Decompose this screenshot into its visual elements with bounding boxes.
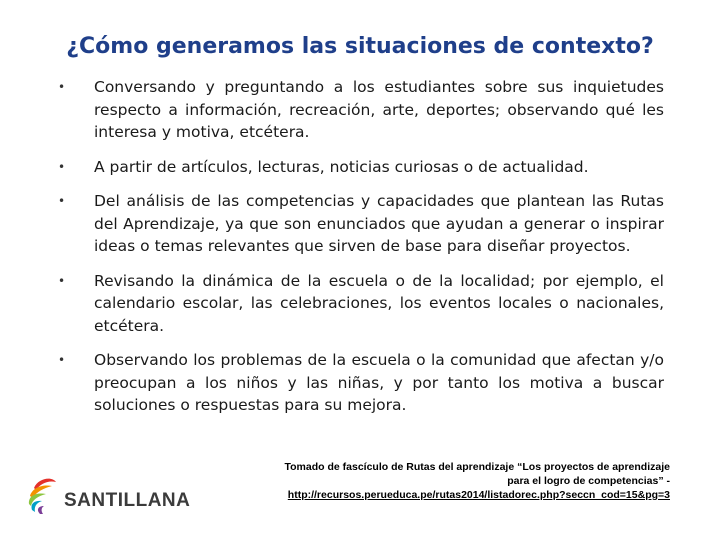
source-credit xyxy=(214,460,670,502)
bullet-marker: • xyxy=(58,353,66,367)
bullet-marker: • xyxy=(58,194,66,208)
bullet-item xyxy=(54,270,664,338)
bullet-list xyxy=(54,76,664,429)
bullet-text: Del análisis de las competencias y capacidades que plantean las Rutas del Aprendizaje, ya que son enunciados que ayudan a generar o inspirar ideas o temas relevantes que sirven de base para diseñar proyectos. xyxy=(94,192,664,255)
bullet-marker: • xyxy=(58,159,66,174)
bullet-marker: • xyxy=(58,80,66,94)
bullet-marker: • xyxy=(58,273,66,288)
santillana-logo xyxy=(26,474,190,516)
bullet-item xyxy=(54,349,664,417)
slide-title: ¿Cómo generamos las situaciones de contexto? xyxy=(66,34,654,59)
bullet-text: Conversando y preguntando a los estudiantes sobre sus inquietudes respecto a información, recreación, arte, deportes; observando qué les interesa y motiva, etcétera. xyxy=(94,78,664,141)
source-link[interactable]: http://recursos.perueduca.pe/rutas2014/listadorec.php?seccn_cod=15&pg=3 xyxy=(287,489,670,501)
logo-wordmark: SANTILLANA xyxy=(64,490,191,511)
bullet-item xyxy=(54,76,664,144)
bullet-text: A partir de artículos, lecturas, noticias curiosas o de actualidad. xyxy=(94,157,589,176)
santillana-swirl-icon xyxy=(26,474,60,516)
bullet-text: Revisando la dinámica de la escuela o de la localidad; por ejemplo, el calendario escolar, las celebraciones, los eventos locales o nacionales, etcétera. xyxy=(94,271,664,335)
credit-line-2: para el logro de competencias” - xyxy=(507,475,670,487)
bullet-item xyxy=(54,190,664,258)
bullet-text: Observando los problemas de la escuela o la comunidad que afectan y/o preocupan a los niños y las niñas, y por tanto los motiva a buscar soluciones o respuestas para su mejora. xyxy=(94,351,664,414)
credit-line-1: Tomado de fascículo de Rutas del aprendizaje “Los proyectos de aprendizaje xyxy=(284,461,670,473)
bullet-item xyxy=(54,156,664,179)
